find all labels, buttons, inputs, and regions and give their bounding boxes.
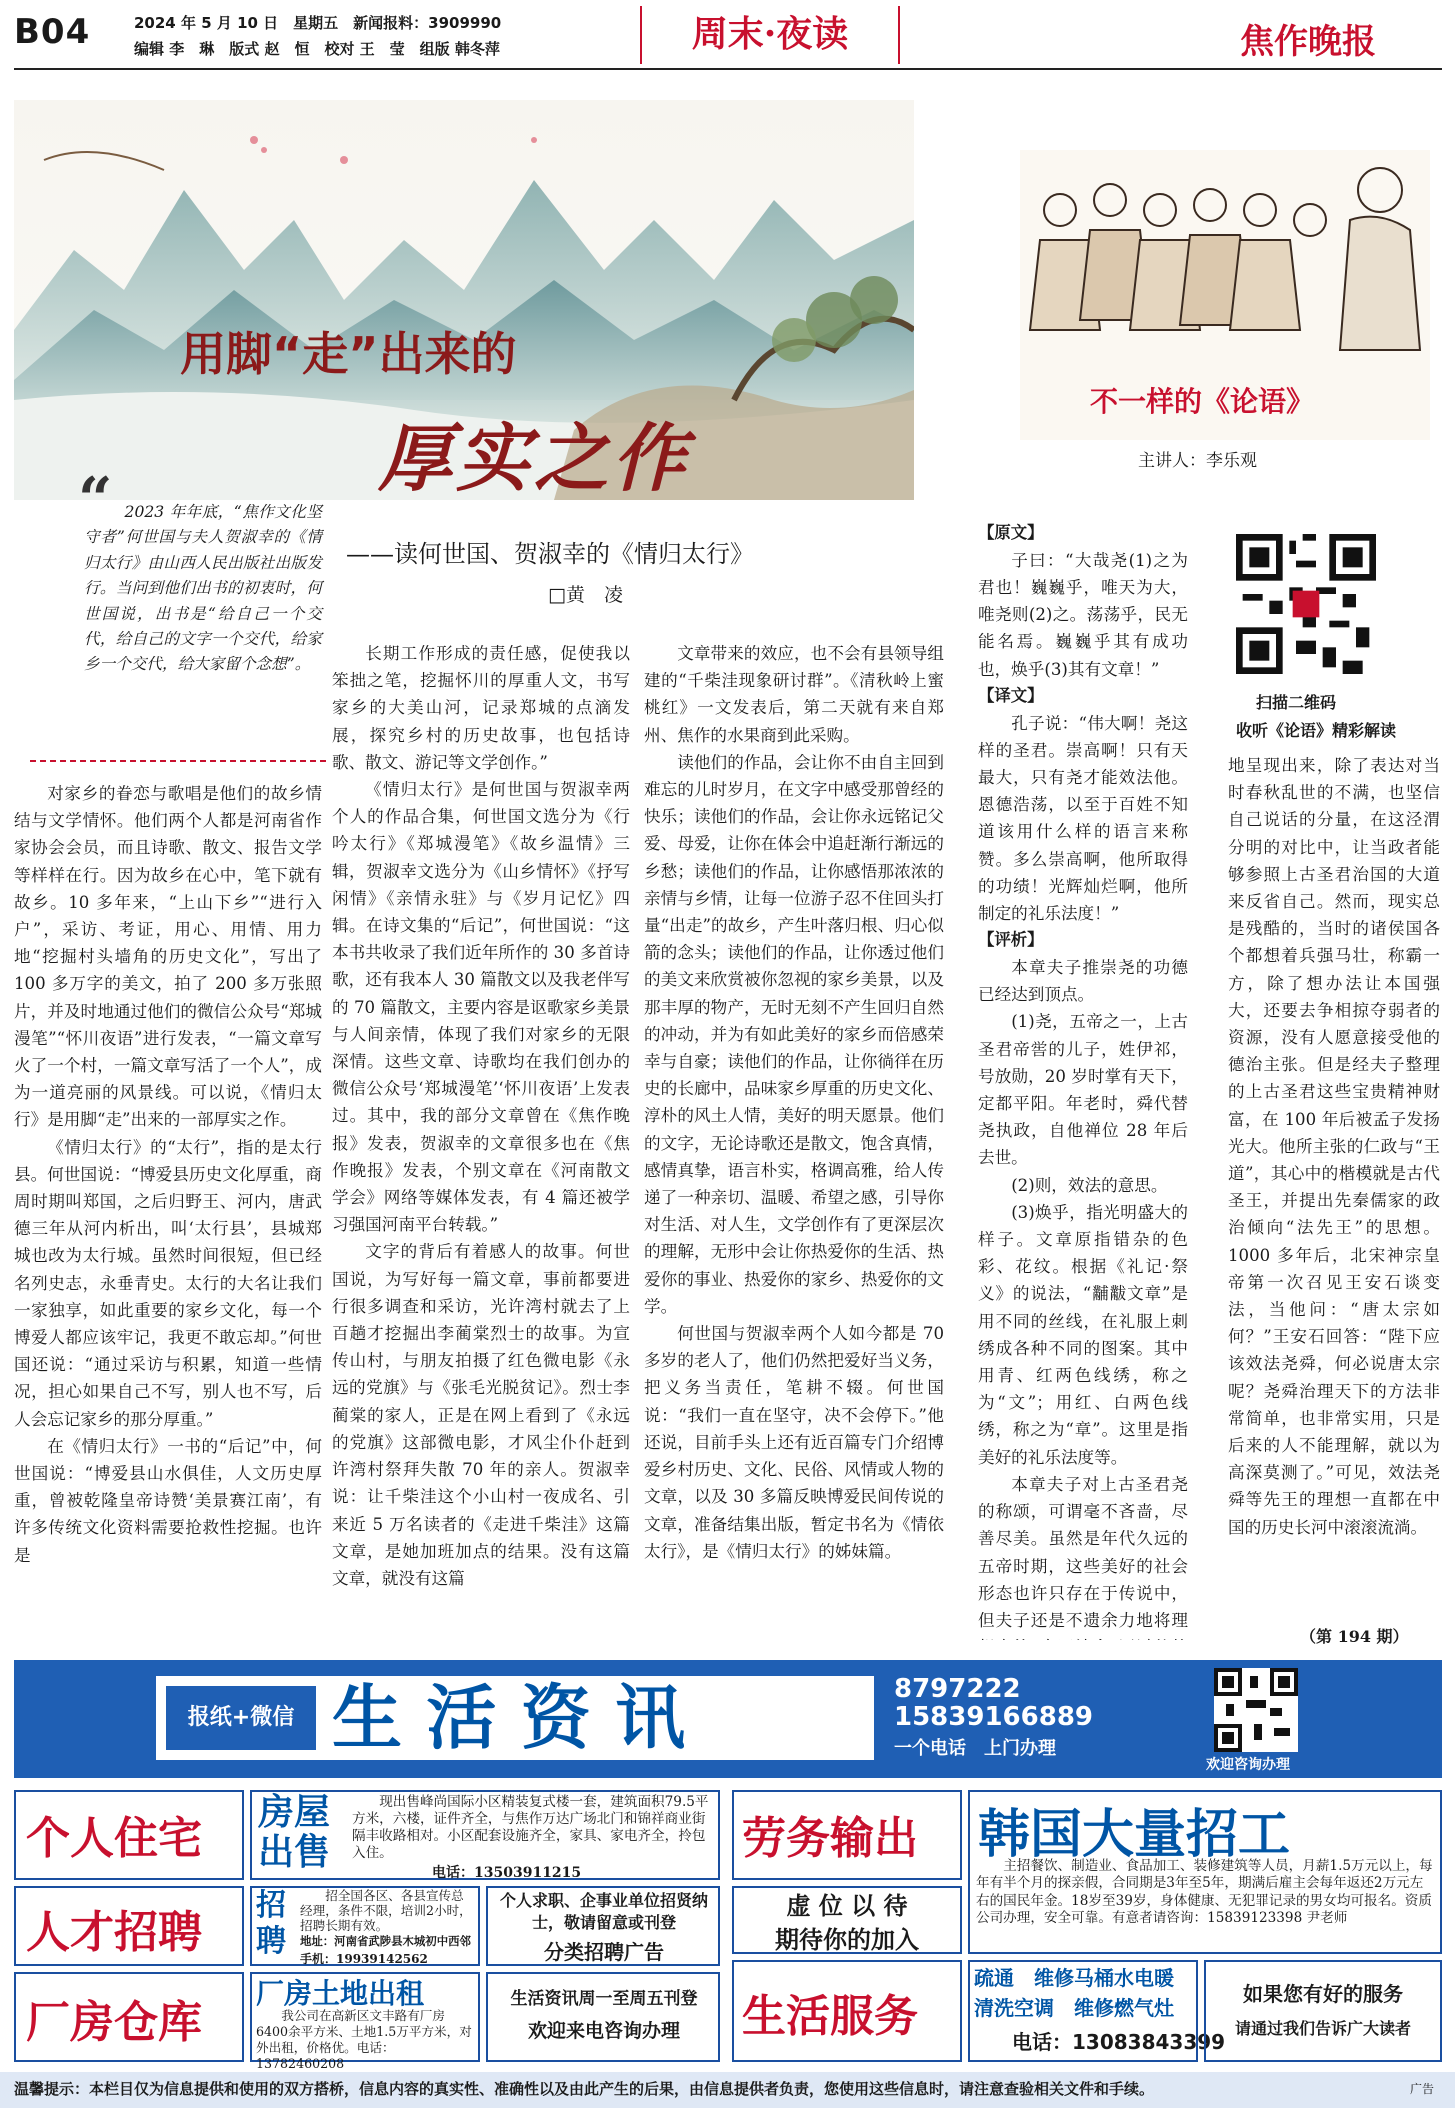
header-rule — [14, 68, 1442, 70]
banner-slogan: 一个电话 上门办理 — [894, 1738, 1056, 1759]
paragraph: (3)焕乎，指光明盛大的样子。文章原指错杂的色彩、花纹。根据《礼记·祭义》的说法，“黼黻文章”是用不同的丝线，在礼服上刺绣成各种不同的图案。其中用青、红两色线绣，称之为“文”；用红、白两色线绣，称之为“章”。这里是指美好的礼乐法度等。 — [978, 1202, 1188, 1467]
article1-col2 — [332, 640, 630, 1780]
article-title-line1: 用脚“走”出来的 — [180, 327, 517, 381]
ad-housing-label: 个人住宅 — [26, 1813, 202, 1864]
ad-talent-sub: 招聘 — [256, 1888, 286, 1959]
article2-title: 不一样的《论语》 — [1090, 385, 1315, 418]
ad-service-side — [1204, 1960, 1442, 2062]
ad-factory-body: 我公司在高新区文丰路有厂房6400余平方米、土地1.5万平方米，对外出租，价格优。电话：13782460208 — [256, 2008, 472, 2071]
ad-factory-label: 厂房仓库 — [26, 1997, 202, 2048]
paragraph: 长期工作形成的责任感，促使我以笨拙之笔，挖掘怀川的厚重人文，书写家乡的大美山河，记录郑城的点滴发展，探究乡村的历史故事，也包括诗歌、散文、游记等文学创作。” — [332, 644, 630, 772]
ad-labor-label: 劳务输出 — [742, 1813, 918, 1864]
paragraph: 本章夫子对上古圣君尧的称颂，可谓毫不吝啬，尽善尽美。虽然是年代久远的五帝时期，这些美好的社会形态也许只存在于传说中，但夫子还是不遗余力地将理 — [978, 1474, 1188, 1630]
section-title — [640, 6, 900, 64]
staff-line: 编辑 李 琳 版式 赵 恒 校对 王 莹 组版 韩冬萍 — [134, 40, 500, 58]
article-title-line2: 厚实之作 — [378, 416, 690, 502]
ad-service-line1: 疏通 维修马桶水电暖 — [974, 1966, 1174, 1990]
ad-talent-phone: 手机：19939142562 — [300, 1952, 428, 1966]
article2-presenter: 主讲人：李乐观 — [1138, 451, 1257, 471]
page-number: B04 — [14, 12, 91, 52]
pull-quote: 2023 年年底，“焦作文化坚守者”何世国与夫人贺淑幸的《情归太行》由山西人民出版社出版发行。当问到他们出书的初衷时，何世国说，出书是“给自己一个交代，给自己的文字一个交代，给家乡一个交代，给大家留个念想”。 — [84, 503, 322, 674]
ad-housing-phone: 电话：13503911215 — [432, 1865, 582, 1881]
ad-service-side1: 如果您有好的服务 — [1243, 1982, 1403, 2006]
banner-qr-caption: 欢迎咨询办理 — [1206, 1757, 1290, 1773]
paragraph: 子曰：“大哉尧(1)之为君也！巍巍乎，唯天为大，唯尧则(2)之。荡荡乎，民无能名焉。巍巍乎其有成功也，焕乎(3)其有文章！” — [978, 550, 1188, 679]
paragraph: 《情归太行》的“太行”，指的是太行县。何世国说：“博爱县历史文化厚重，商周时期叫郑国，之后归野王、河内，唐武德三年从河内析出，叫‘太行县’，县城郑城也改为太行城。虽然时间很短，但已经名列史志，永垂青史。太行的大名让我们一家独享，如此重要的家乡文化，每一个博爱人都应该牢记，我更不敢忘却。”何世国还说：“通过采访与积累，知道一些情况，担心如果自己不写，别人也不写，后人会忘记家乡的那分厚重。” — [14, 1137, 322, 1429]
article2-col1 — [978, 520, 1188, 1640]
ad-service-line2: 清洗空调 维修燃气灶 — [974, 1996, 1174, 2020]
date-line: 2024 年 5 月 10 日 星期五 新闻报料：3909990 — [134, 14, 502, 32]
qr-caption-2: 收听《论语》精彩解读 — [1236, 721, 1397, 740]
section-head: 【评析】 — [978, 930, 1044, 950]
paragraph: 何世国与贺淑幸两个人如今都是 70 多岁的老人了，他们仍然把爱好当义务，把义务当责任，笔耕不辍。何世国说：“我们一直在坚守，决不会停下。”他还说，目前手头上还有近百篇专门介绍博爱乡村历史、文化、民俗、风情或人物的文章，以及 30 多篇反映博爱民间传说的文章，准备结集出版，暂定书名为《情依太行》，是《情归太行》的姊妹篇。 — [644, 1324, 944, 1561]
footer-notice: 温馨提示：本栏目仅为信息提供和使用的双方搭桥，信息内容的真实性、准确性以及由此产生的后果，由信息提供者负责，您使用这些信息时，请注意查验相关文件和手续。 — [14, 2080, 1155, 2098]
ad-factory-mid2: 欢迎来电咨询办理 — [527, 2020, 680, 2042]
ad-talent-address: 地址：河南省武陟县木城初中西邻 — [300, 1934, 471, 1948]
ad-service-phone: 电话：13083843399 — [1012, 2030, 1226, 2054]
ad-labor-headline: 韩国大量招工 — [978, 1805, 1291, 1865]
article-author: □黄 凌 — [548, 584, 623, 606]
banner-phone1: 8797222 — [894, 1674, 1021, 1704]
paragraph: 读他们的作品，会让你不由自主回到难忘的儿时岁月，在文字中感受那曾经的快乐；读他们的作品，会让你永远铭记父爱、母爱，让你在体会中追赶渐行渐远的乡愁；读他们的作品，让你感悟那浓浓的亲情与乡情，让每一位游子忍不住回头打量“出走”的故乡，产生叶落归根、归心似箭的念头；读他们的作品，让你透过他们的美文来欣赏被你忽视的家乡美景，以及那丰厚的物产，无时无刻不产生回归自然的冲动，并为有如此美好的家乡而倍感荣幸与自豪；读他们的作品，让你徜徉在历史的长廊中，品味家乡厚重的历史文化、淳朴的风土人情，美好的明天愿景。他们的文字，无论诗歌还是散文，饱含真情，感情真挚，语言朴实，格调高雅，给人传递了一种亲切、温暖、希望之感，引导你对生活、对人生，文学创作有了更深层次的理解，无形中会让你热爱你的生活、热爱你的事业、热爱你的家乡、热爱你的文学。 — [644, 752, 944, 1316]
life-info-banner — [14, 1660, 1442, 1778]
ad-factory-sub: 厂房土地出租 — [256, 1977, 425, 2010]
article2-col2 — [1228, 752, 1440, 1620]
issue-number: （第 194 期） — [1300, 1627, 1409, 1646]
qr-caption-1: 扫描二维码 — [1256, 693, 1337, 712]
ad-housing-body: 现出售峰尚国际小区精装复式楼一套，建筑面积79.5平方米，六楼，证件齐全，与焦作万达广场北门和锦祥商业街隔丰收路相对。小区配套设施齐全，家具、家电齐全，拎包入住。 — [352, 1794, 709, 1861]
ad-talent-label: 人才招聘 — [26, 1907, 202, 1958]
banner-phone2: 15839166889 — [894, 1702, 1093, 1732]
banner-title: 生 活 资 讯 — [332, 1677, 686, 1759]
article-subtitle: ——读何世国、贺淑幸的《情归太行》 — [346, 540, 754, 568]
section-head: 【原文】 — [978, 523, 1044, 542]
ad-talent-body: 招全国各区、各县宣传总经理，条件不限，培训2小时，招聘长期有效。 — [300, 1888, 472, 1933]
paragraph: 在《情归太行》一书的“后记”中，何世国说：“博爱县山水俱佳，人文历史厚重，曾被乾隆皇帝诗赞‘美景赛江南’，有许多传统文化资料需要抢救性挖掘。也许是 — [14, 1436, 322, 1565]
article1-col1 — [14, 780, 322, 1780]
quote-divider — [30, 760, 326, 762]
paragraph: (1)尧，五帝之一，上古圣君帝喾的儿子，姓伊祁，号放勋，20 岁时掌有天下，定都平阳。年老时，舜代替尧执政，自他禅位 28 年后去世。 — [978, 1012, 1188, 1168]
article1-col3 — [644, 640, 944, 1780]
qr-code[interactable] — [1236, 534, 1376, 674]
ad-housing-sub: 房屋出售 — [258, 1791, 331, 1873]
ad-labor-slogan1: 虚 位 以 待 — [786, 1891, 908, 1920]
ad-service-side2: 请通过我们告诉广大读者 — [1234, 2019, 1411, 2038]
paragraph: 《情归太行》是何世国与贺淑幸两个人的作品合集，何世国文选分为《行吟太行》《郑城漫笔》《故乡温情》三辑，贺淑幸文选分为《山乡情怀》《抒写闲情》《亲情永驻》与《岁月记忆》四辑。在诗文集的“后记”，何世国说：“这本书共收录了我们近年所作的 30 多首诗歌，还有我本人 30 篇散文以及我老伴写的 70 篇散文，主要内容是讴歌家乡美景与人间亲情，体现了我们对家乡的无限深情。这些文章、诗歌均在我们创办的微信公众号‘郑城漫笔’‘怀川夜语’上发表过。其中，我的部分文章曾在《焦作晚报》发表，贺淑幸的文章很多也在《焦作晚报》发表，个别文章在《河南散文学会》网络等媒体发表，有 4 篇还被学习强国河南平台转载。” — [332, 780, 630, 1235]
banner-qr[interactable] — [1214, 1668, 1298, 1752]
paragraph: 地呈现出来，除了表达对当时春秋乱世的不满，也坚信自己说话的分量，在这泾渭分明的对比中，让当政者能够参照上古圣君治国的大道来反省自己。然而，现实总是残酷的，当时的诸侯国各个都想着兵强马壮，称霸一方，除了想办法让本国强大，还要去争相掠夺弱者的资源，没有人愿意接受他的德治主张。但是经夫子整理的上古圣君这些宝贵精神财富，在 100 年后被孟子发扬光大。他所主张的仁政与“王道”，其心中的楷模就是古代圣王，并提出先秦儒家的政治倾向“法先王”的思想。1000 多年后，北宋神宗皇帝第一次召见王安石谈变法，当他问：“唐太宗如何？”王安石回答：“陛下应该效法尧舜，何必说唐太宗呢？尧舜治理天下的方法非常简单，也非常实用，只是后来的人不能理解，就以为高深莫测了。”可见，效法尧舜等先王的理想一直都在中国的历史长河中滚滚流淌。 — [1228, 756, 1440, 1537]
paragraph: 文章带来的效应，也不会有县领导组建的“千柴洼现象研讨群”。《清秋岭上蜜桃红》一文发表后，第二天就有来自郑州、焦作的水果商到此采购。 — [644, 644, 944, 745]
paragraph: 本章夫子推崇尧的功德已经达到顶点。 — [978, 958, 1188, 1005]
ad-factory-mid1: 生活资讯周一至周五刊登 — [510, 1989, 698, 2009]
ad-labor-body: 主招餐饮、制造业、食品加工、装修建筑等人员，月薪1.5万元以上，每年有半个月的探亲假，合同期是3年至5年，期满后雇主会每年返还2万元左右的国民年金。18岁至39岁，身体健康、无犯罪记录的男女均可报名。资质公司办理，安全可靠。有意者请咨询：15839123398 尹老师 — [976, 1858, 1433, 1927]
paper-logo: 焦作晚报 — [1240, 22, 1376, 62]
paragraph: 文字的背后有着感人的故事。何世国说，为写好每一篇文章，事前都要进行很多调查和采访，光许湾村就去了上百趟才挖掘出李蔺棠烈士的故事。为宣传山村，与朋友拍摄了红色微电影《永远的党旗》与《张毛光脱贫记》。烈士李蔺棠的家人，正是在网上看到了《永远的党旗》这部微电影，才风尘仆仆赶到许湾村祭拜失散 70 年的亲人。贺淑幸说：让千柴洼这个小山村一夜成名、引来近 5 万名读者的《走进千柴洼》这篇文章，是她加班加点的结果。没有这篇文章，就没有这篇 — [332, 1242, 630, 1588]
ad-service-label: 生活服务 — [742, 1991, 918, 2042]
paragraph: (2)则，效法的意思。 — [1011, 1175, 1168, 1195]
footer-tag: 广告 — [1410, 2082, 1435, 2096]
section-head: 【译文】 — [978, 685, 1044, 705]
section-title-text: 周末·夜读 — [691, 13, 849, 55]
ad-talent-mid2: 分类招聘广告 — [544, 1940, 664, 1964]
banner-left: 报纸+微信 — [166, 1686, 316, 1750]
ad-talent-mid1: 个人求职、企事业单位招贤纳士，敬请留意或刊登 — [499, 1891, 708, 1932]
paragraph: 对家乡的眷恋与歌唱是他们的故乡情结与文学情怀。他们两个人都是河南省作家协会会员，而且诗歌、散文、报告文学等样样在行。因为故乡在心中，笔下就有故乡。10 多年来，“上山下乡”“进行入户”，采访、考证，用心、用情、用力地“挖掘村头墙角的历史文化”，写出了 100 多万字的美文，拍了 200 多万张照片，并及时地通过他们的微信公众号“郑城漫笔”“怀川夜语”进行发表，“一篇文章写火了一个村，一篇文章写活了一个人”，成为一道亮丽的风景线。可以说，《情归太行》是用脚“走”出来的一部厚实之作。 — [14, 784, 322, 1130]
quote-mark: “ — [78, 465, 113, 535]
ad-labor-slogan2: 期待你的加入 — [775, 1925, 919, 1954]
paragraph: 孔子说：“伟大啊！尧这样的圣君。崇高啊！只有天最大，只有尧才能效法他。恩德浩荡，以至于百姓不知道该用什么样的语言来称赞。多么崇高啊，他所取得的功绩！光辉灿烂啊，他所制定的礼乐法度！” — [978, 713, 1188, 924]
